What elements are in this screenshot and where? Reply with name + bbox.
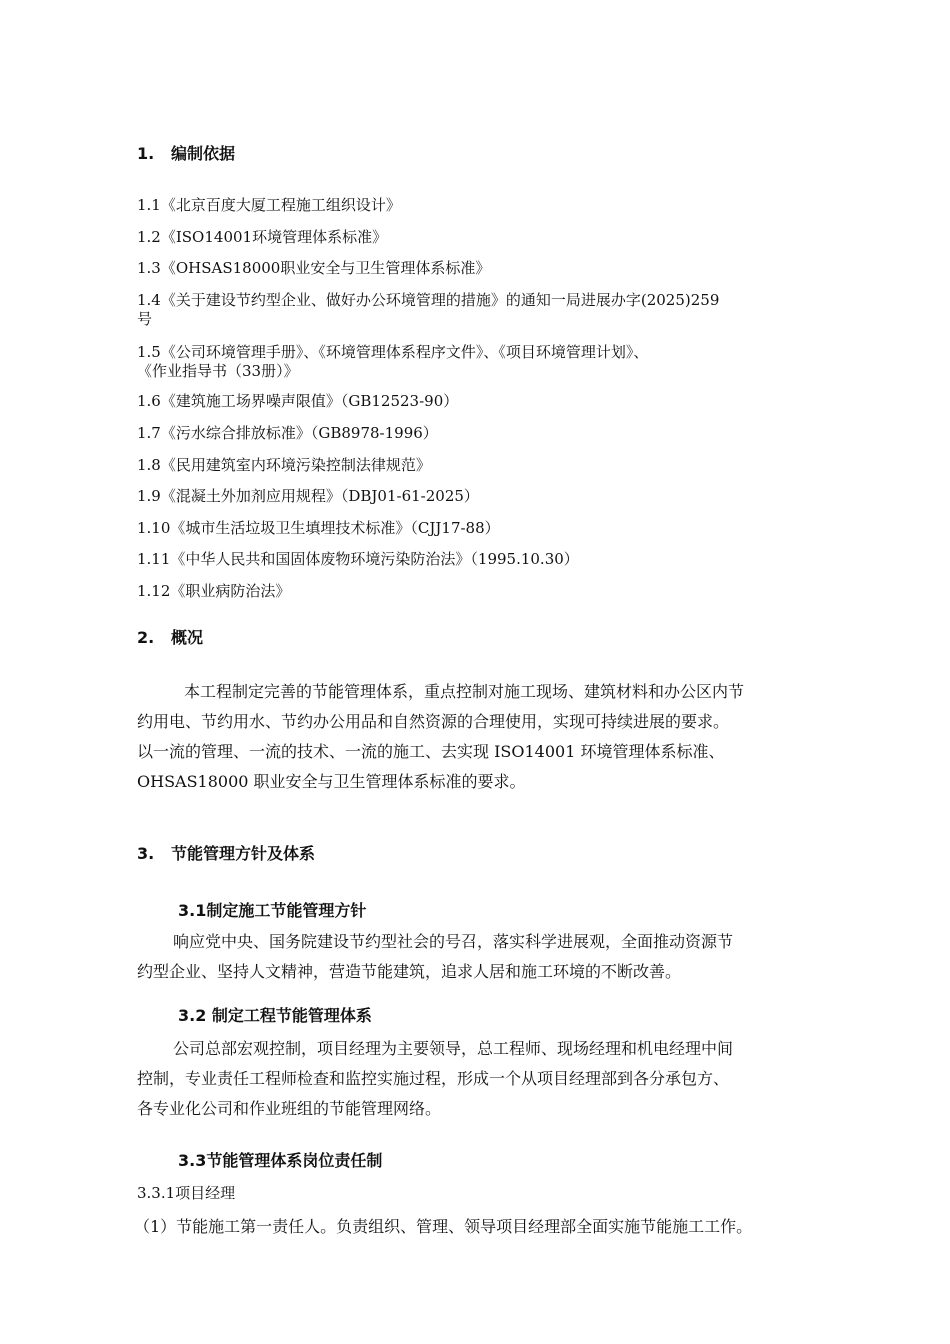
reference-item: 1.1《北京百度大厦工程施工组织设计》 (137, 196, 401, 214)
reference-item-cont: 《作业指导书（33册）》 (137, 362, 299, 380)
policy-paragraph: 响应党中央、国务院建设节约型社会的号召，落实科学进展观，全面推动资源节 约型企业、坚持人文精神，营造节能建筑，追求人居和施工环境的不断改善。 (137, 932, 734, 981)
section-heading-2: 2. 概况 (137, 628, 204, 647)
reference-item-cont: 号 (137, 310, 153, 328)
duty-item: （1）节能施工第一责任人。负责组织、管理、领导项目经理部全面实施节能施工工作。 (134, 1217, 753, 1236)
reference-item: 1.8《民用建筑室内环境污染控制法律规范》 (137, 456, 431, 474)
reference-item: 1.12《职业病防治法》 (137, 582, 291, 600)
reference-item: 1.4《关于建设节约型企业、做好办公环境管理的措施》的通知一局进展办字(2025)259 (137, 291, 720, 309)
subsection-heading-3-2: 3.2 制定工程节能管理体系 (178, 1006, 372, 1025)
sub-subsection-heading: 3.3.1项目经理 (137, 1184, 236, 1202)
subsection-heading-3-3: 3.3节能管理体系岗位责任制 (178, 1151, 383, 1170)
section-heading-3: 3. 节能管理方针及体系 (137, 844, 316, 863)
reference-item: 1.9《混凝土外加剂应用规程》（DBJ01-61-2025） (137, 487, 479, 505)
reference-item: 1.10《城市生活垃圾卫生填埋技术标准》（CJJ17-88） (137, 519, 500, 537)
subsection-heading-3-1: 3.1制定施工节能管理方针 (178, 901, 367, 920)
reference-item: 1.11《中华人民共和国固体废物环境污染防治法》（1995.10.30） (137, 550, 579, 568)
reference-item: 1.3《OHSAS18000职业安全与卫生管理体系标准》 (137, 259, 491, 277)
overview-paragraph: 本工程制定完善的节能管理体系，重点控制对施工现场、建筑材料和办公区内节 约用电、节约用水、节约办公用品和自然资源的合理使用，实现可持续进展的要求。 以一流的管理、一流的技术、一流的施工、去实现 ISO14001 环境管理体系标准、 OHSAS18000 职业安全与卫生管理体系标准的要求。 (137, 682, 745, 791)
system-paragraph: 公司总部宏观控制，项目经理为主要领导，总工程师、现场经理和机电经理中间 控制，专业责任工程师检查和监控实施过程，形成一个从项目经理部到各分承包方、 各专业化公司和作业班组的节能管理网络。 (137, 1039, 734, 1118)
reference-item: 1.2《ISO14001环境管理体系标准》 (137, 228, 388, 246)
section-heading-1: 1. 编制依据 (137, 144, 236, 163)
reference-item: 1.5《公司环境管理手册》、《环境管理体系程序文件》、《项目环境管理计划》、 (137, 343, 649, 361)
reference-item: 1.6《建筑施工场界噪声限值》（GB12523-90） (137, 392, 459, 410)
reference-item: 1.7《污水综合排放标准》（GB8978-1996） (137, 424, 438, 442)
